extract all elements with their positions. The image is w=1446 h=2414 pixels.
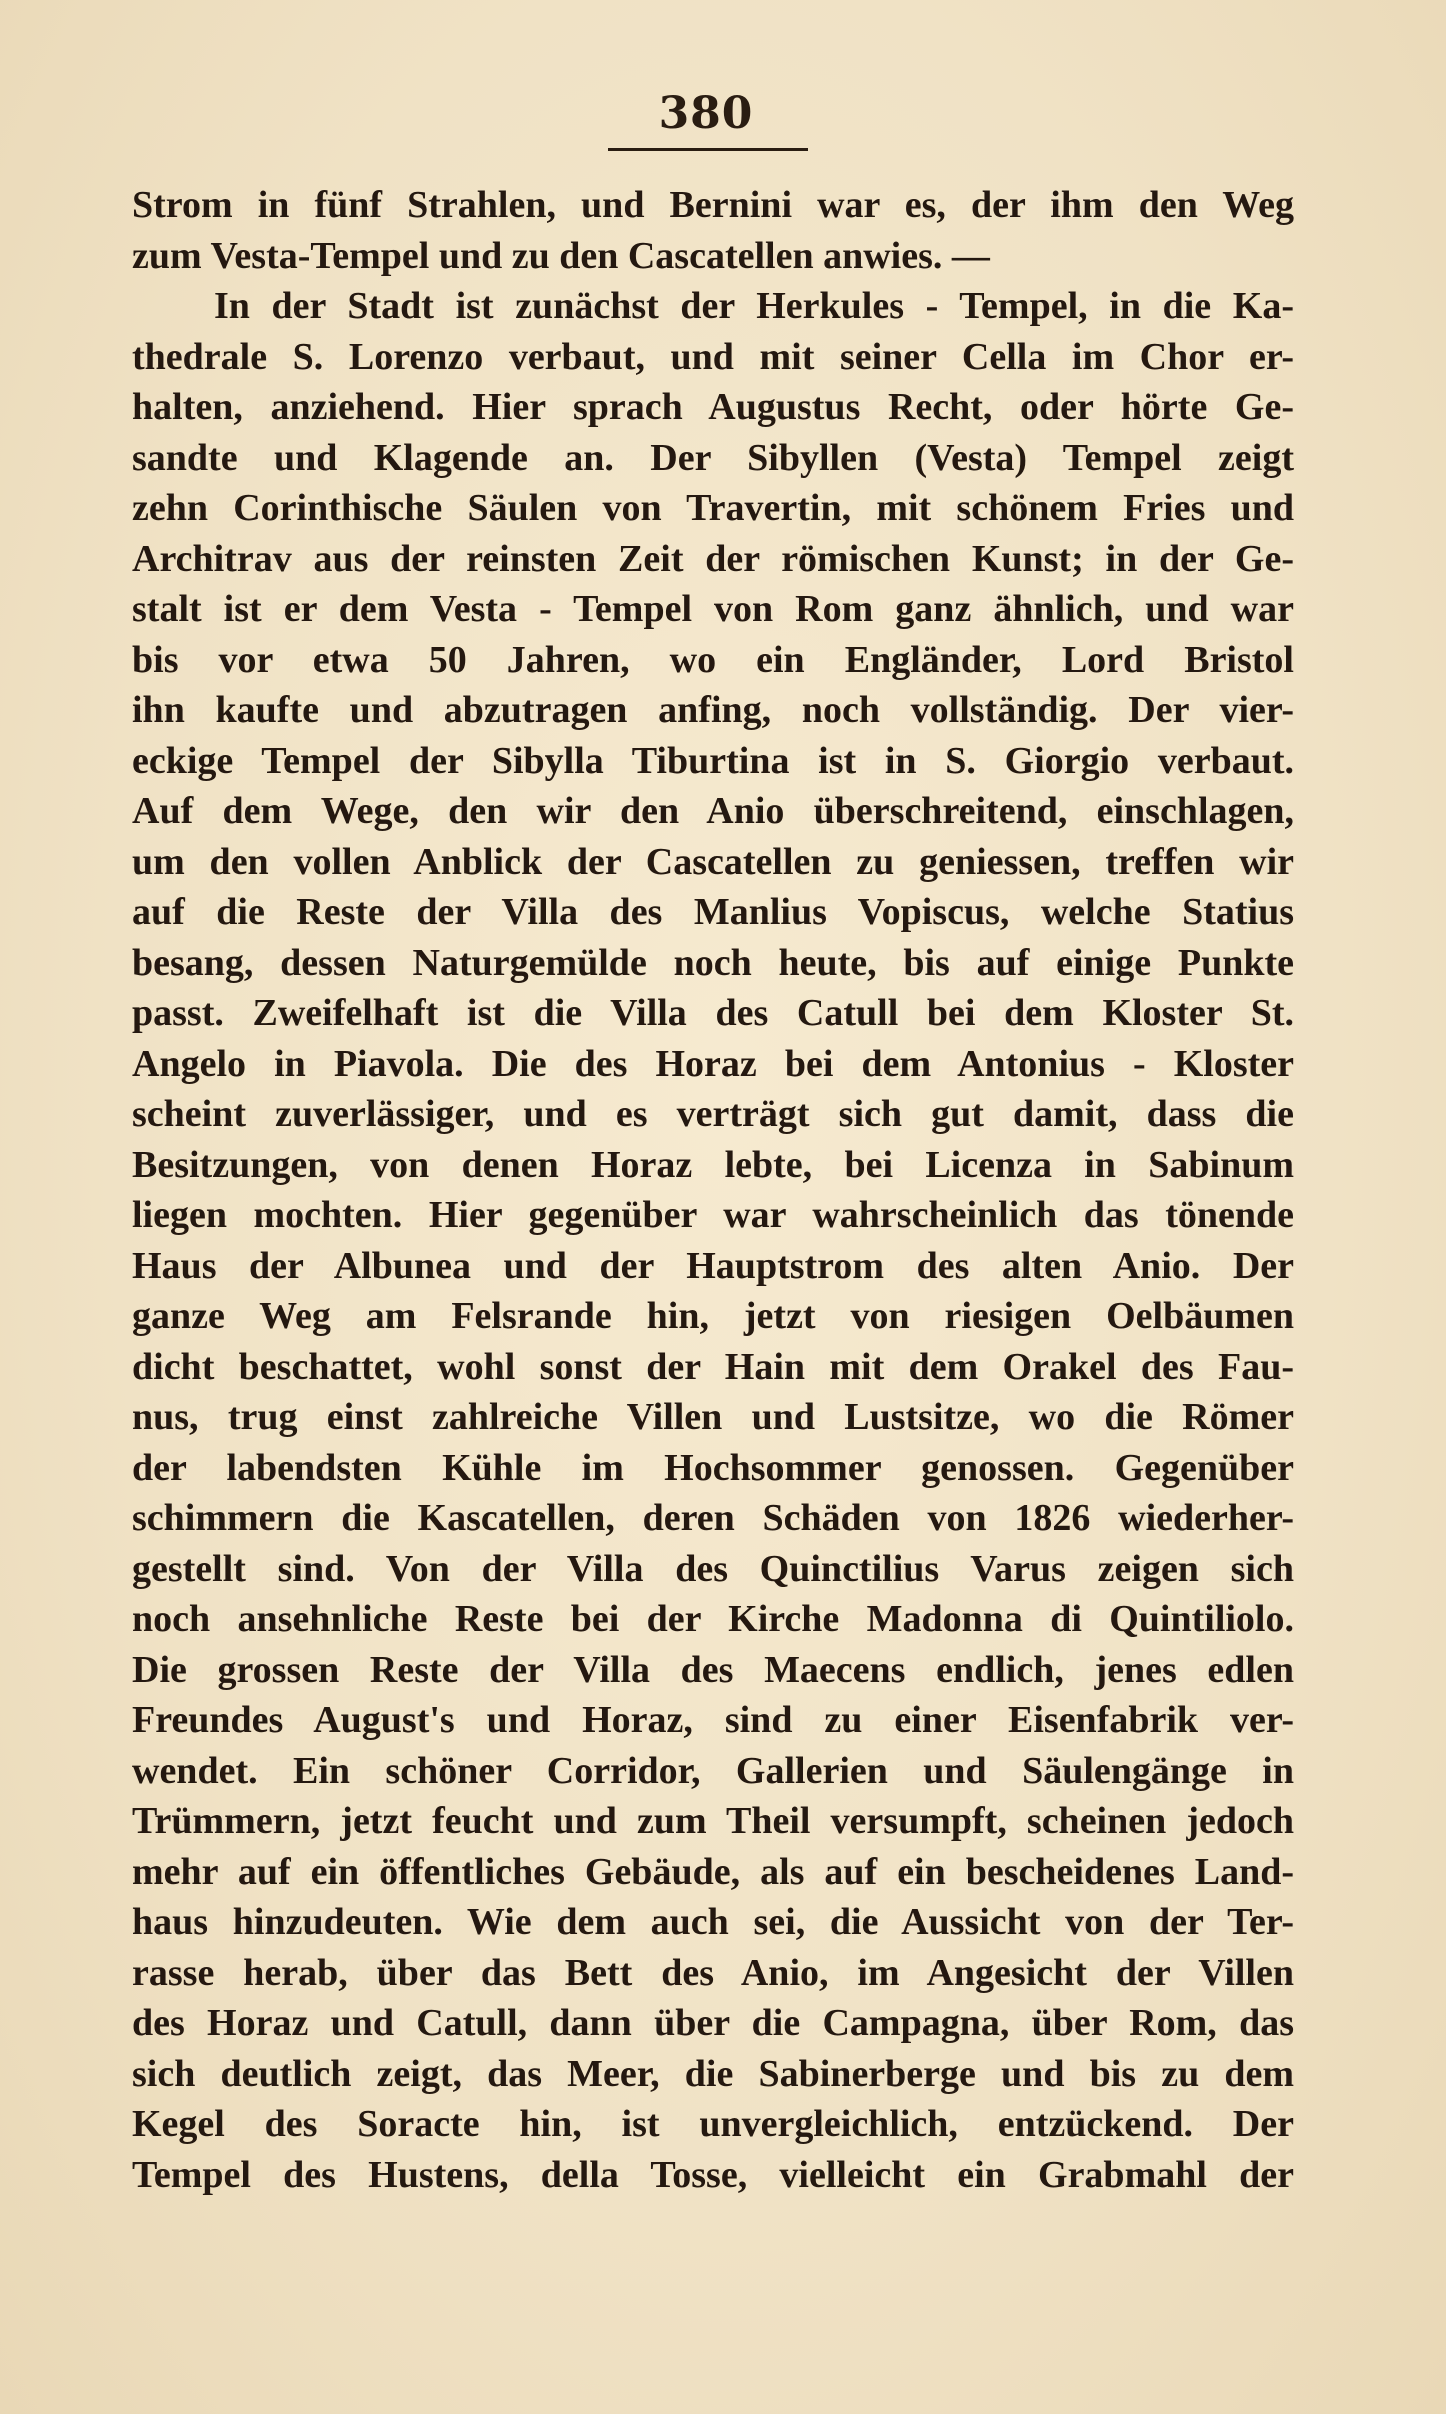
text-line: Die grossen Reste der Villa des Maecens endlich, jenes edlen — [132, 1648, 1294, 1691]
text-line: Freundes August's und Horaz, sind zu einer Eisenfabrik ver- — [132, 1699, 1294, 1741]
text-line: haus hinzudeuten. Wie dem auch sei, die Aussicht von der Ter- — [132, 1901, 1294, 1943]
text-line: dicht beschattet, wohl sonst der Hain mit dem Orakel des Fau- — [132, 1345, 1294, 1388]
text-line: nus, trug einst zahlreiche Villen und Lustsitze, wo die Römer — [132, 1396, 1294, 1438]
header-rule — [608, 148, 808, 151]
text-line: Strom in fünf Strahlen, und Bernini war es, der ihm den Weg — [132, 184, 1294, 226]
text-line: noch ansehnliche Reste bei der Kirche Madonna di Quintiliolo. — [132, 1598, 1294, 1640]
text-line: eckige Tempel der Sibylla Tiburtina ist in S. Giorgio verbaut. — [132, 739, 1294, 782]
text-line: Auf dem Wege, den wir den Anio überschreitend, einschlagen, — [132, 790, 1294, 832]
text-line: Besitzungen, von denen Horaz lebte, bei Licenza in Sabinum — [132, 1143, 1294, 1186]
text-line: zum Vesta-Tempel und zu den Cascatellen anwies. — — [132, 234, 990, 277]
text-line: Haus der Albunea und der Hauptstrom des alten Anio. Der — [132, 1244, 1294, 1287]
text-line: auf die Reste der Villa des Manlius Vopiscus, welche Statius — [132, 891, 1294, 933]
text-line: der labendsten Kühle im Hochsommer genossen. Gegenüber — [132, 1446, 1294, 1489]
text-line: um den vollen Anblick der Cascatellen zu geniessen, treffen wir — [132, 840, 1294, 883]
text-line: sich deutlich zeigt, das Meer, die Sabinerberge und bis zu dem — [132, 2052, 1294, 2095]
text-line: ihn kaufte und abzutragen anfing, noch vollständig. Der vier- — [132, 689, 1294, 731]
text-line: gestellt sind. Von der Villa des Quinctilius Varus zeigen sich — [132, 1547, 1294, 1590]
text-line: zehn Corinthische Säulen von Travertin, mit schönem Fries und — [132, 487, 1294, 529]
text-line: thedrale S. Lorenzo verbaut, und mit seiner Cella im Chor er- — [132, 335, 1294, 378]
text-line: Kegel des Soracte hin, ist unvergleichlich, entzückend. Der — [132, 2103, 1294, 2145]
text-line: stalt ist er dem Vesta - Tempel von Rom ganz ähnlich, und war — [132, 588, 1294, 630]
text-line: mehr auf ein öffentliches Gebäude, als auf ein bescheidenes Land- — [132, 1850, 1294, 1893]
text-line: sandte und Klagende an. Der Sibyllen (Vesta) Tempel zeigt — [132, 436, 1294, 479]
text-line: liegen mochten. Hier gegenüber war wahrscheinlich das tönende — [132, 1194, 1294, 1236]
text-line: bis vor etwa 50 Jahren, wo ein Engländer, Lord Bristol — [132, 638, 1294, 681]
page-number: 380 — [658, 88, 754, 139]
text-line: Tempel des Hustens, della Tosse, vielleicht ein Grabmahl der — [132, 2153, 1294, 2196]
text-line: passt. Zweifelhaft ist die Villa des Catull bei dem Kloster St. — [132, 992, 1294, 1034]
text-line: Architrav aus der reinsten Zeit der römischen Kunst; in der Ge- — [132, 537, 1294, 580]
text-line: halten, anziehend. Hier sprach Augustus Recht, oder hörte Ge- — [132, 386, 1294, 428]
text-line: In der Stadt ist zunächst der Herkules - Tempel, in die Ka- — [214, 285, 1294, 327]
body-text — [132, 180, 1294, 2200]
text-line: ganze Weg am Felsrande hin, jetzt von riesigen Oelbäumen — [132, 1295, 1294, 1337]
text-line: Angelo in Piavola. Die des Horaz bei dem Antonius - Kloster — [132, 1042, 1294, 1085]
text-line: scheint zuverlässiger, und es verträgt sich gut damit, dass die — [132, 1093, 1294, 1135]
text-line: rasse herab, über das Bett des Anio, im Angesicht der Villen — [132, 1951, 1294, 1994]
text-line: besang, dessen Naturgemülde noch heute, bis auf einige Punkte — [132, 941, 1294, 984]
text-line: des Horaz und Catull, dann über die Campagna, über Rom, das — [132, 2002, 1294, 2044]
text-line: Trümmern, jetzt feucht und zum Theil versumpft, scheinen jedoch — [132, 1800, 1294, 1842]
text-line: wendet. Ein schöner Corridor, Gallerien und Säulengänge in — [132, 1749, 1294, 1792]
text-line: schimmern die Kascatellen, deren Schäden von 1826 wiederher- — [132, 1497, 1294, 1539]
